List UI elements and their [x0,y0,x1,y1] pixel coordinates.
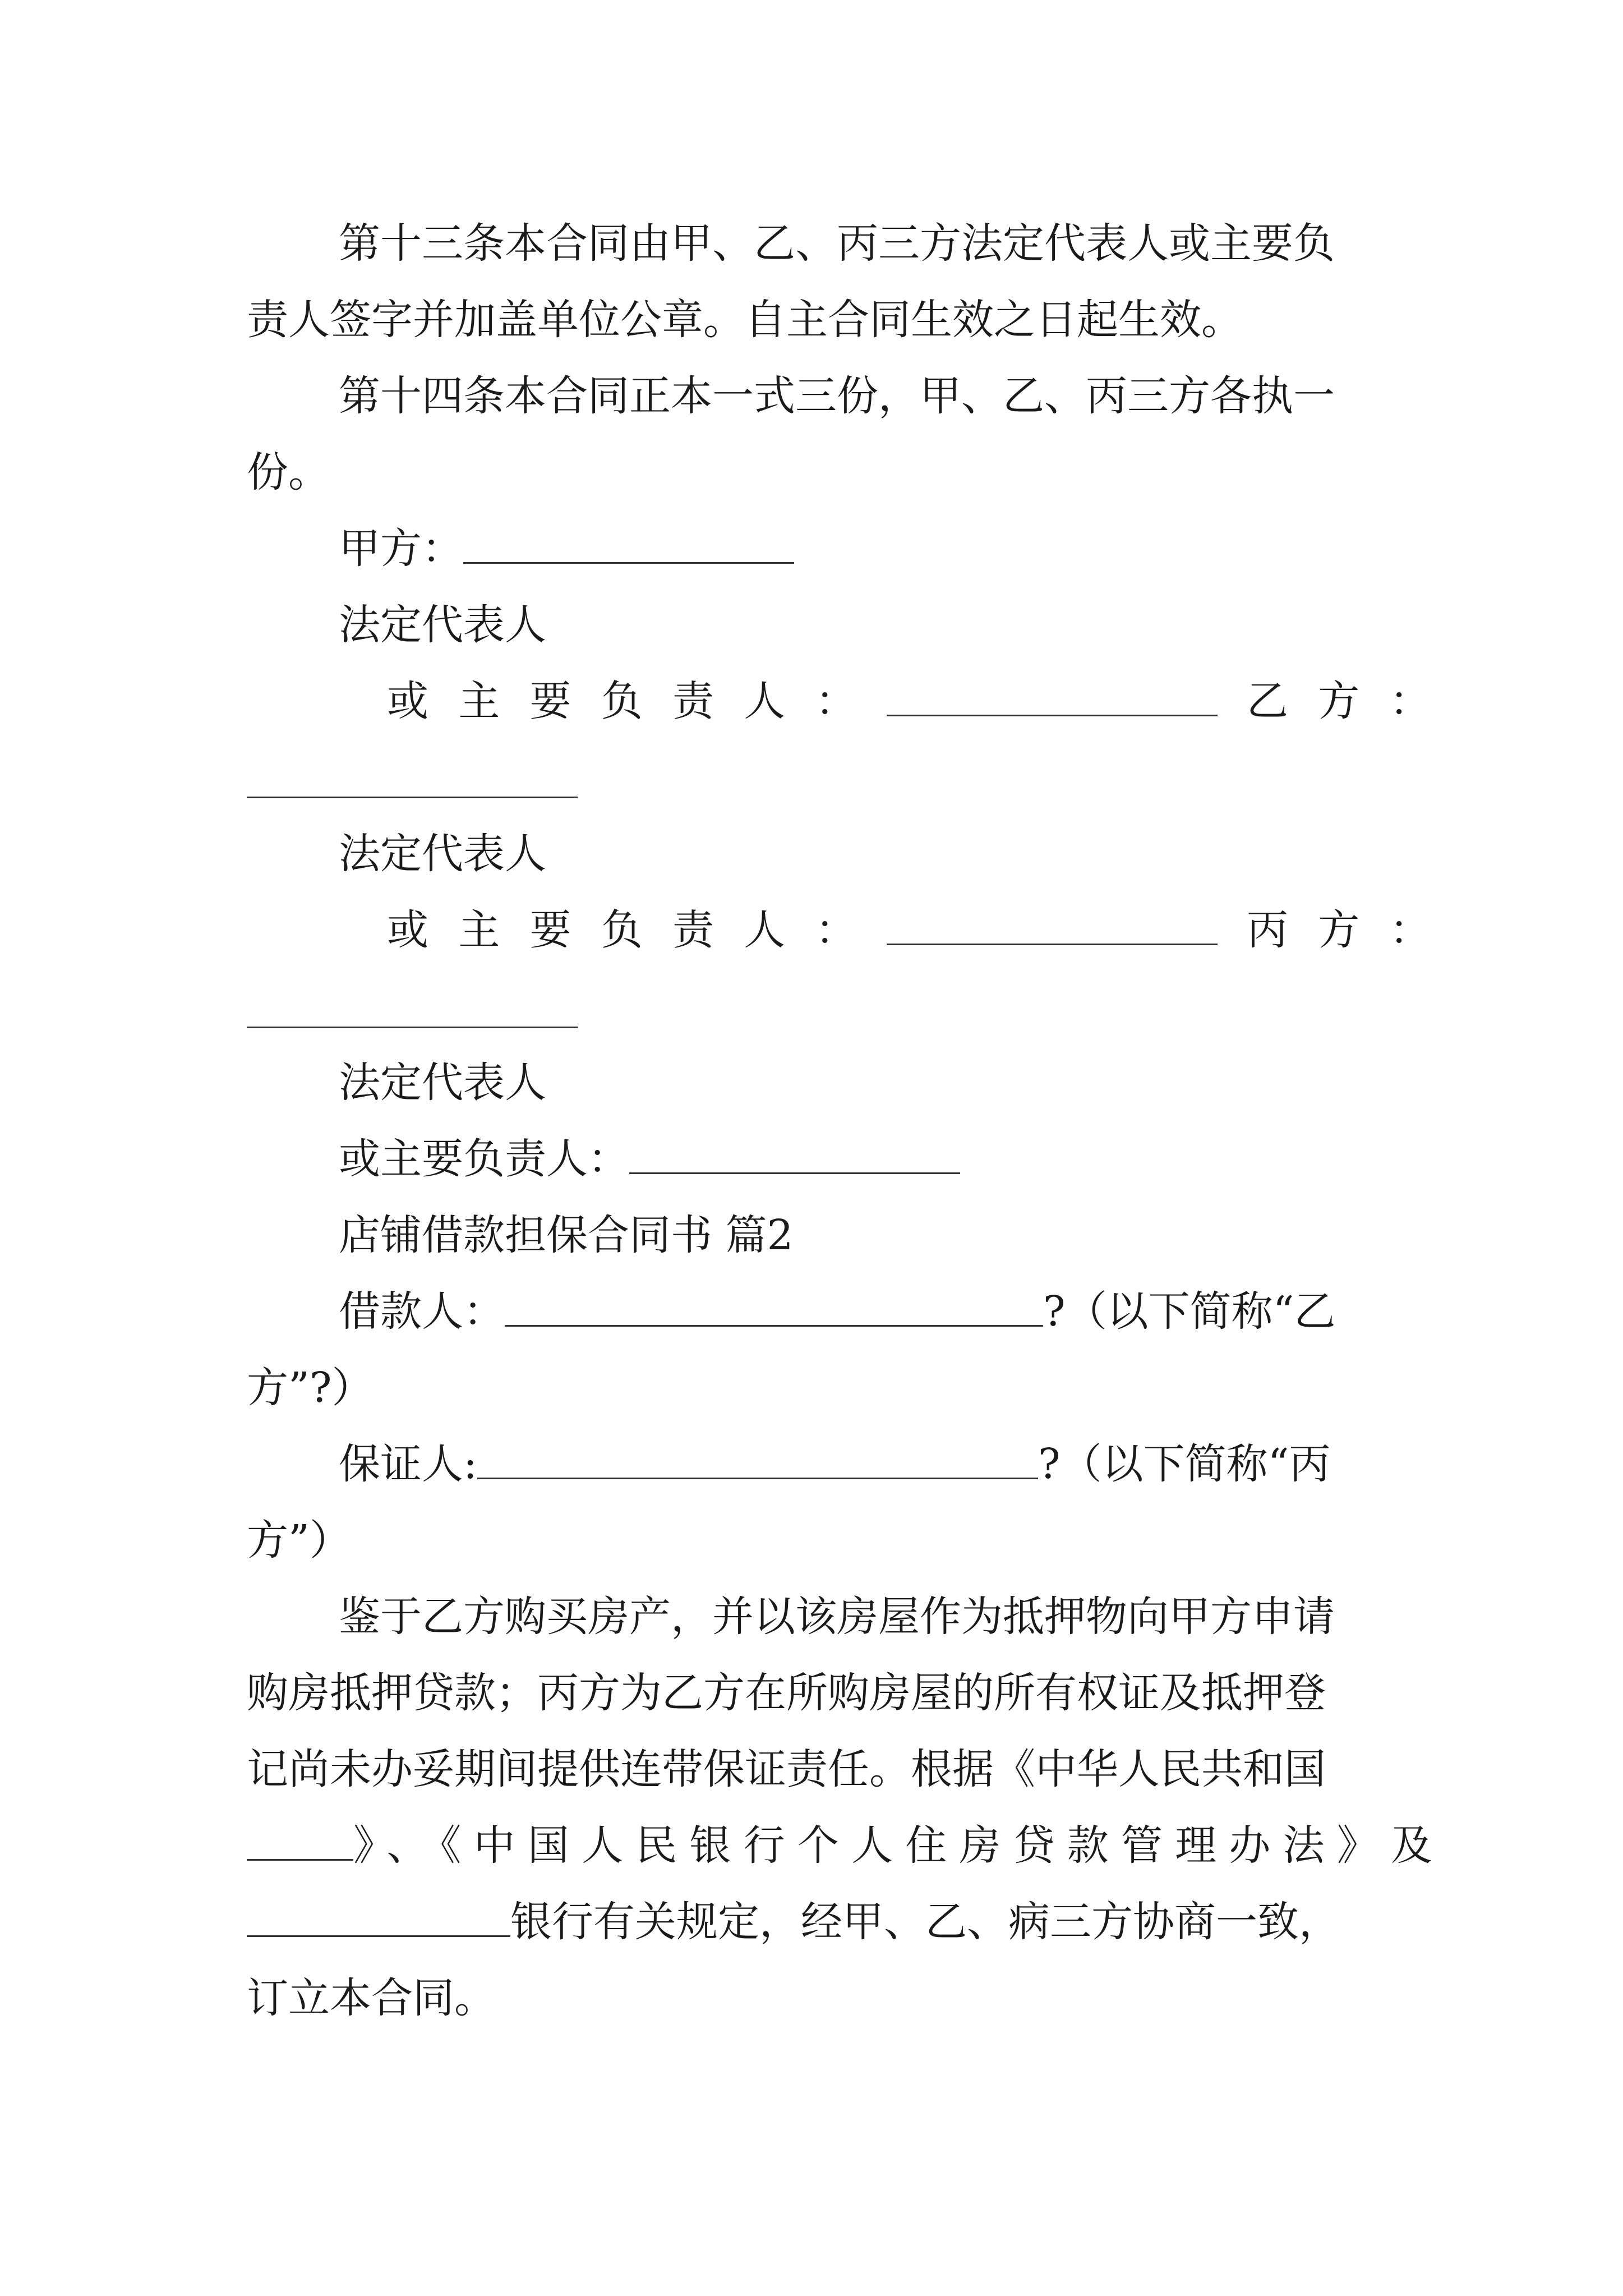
borrower-continuation: 方”?） [247,1364,374,1412]
section-heading: 店铺借款担保合同书 篇2 [339,1211,794,1259]
responsible-blank-1[interactable] [887,692,1218,716]
bank-name-blank[interactable] [247,1913,510,1937]
responsible-blank-2[interactable] [887,921,1218,945]
legal-rep-label-1: 法定代表人 [339,601,546,649]
recital-line-1: 鉴于乙方购买房产，并以该房屋作为抵押物向甲方申请 [339,1593,1335,1641]
legal-rep-label-3: 法定代表人 [339,1059,546,1107]
guarantor-line [339,1426,1477,1502]
recital-line-2: 购房抵押贷款；丙方为乙方在所购房屋的所有权证及抵押登 [247,1669,1326,1717]
responsible-line-3 [339,1121,1477,1197]
borrower-blank[interactable] [505,1303,1043,1327]
party-a-blank[interactable] [463,540,794,564]
responsible-line-2 [387,892,1525,968]
guarantor-label: 保证人: [339,1440,477,1488]
law-name-blank[interactable] [247,1837,353,1861]
recital-line-4-text: 》、《中国人民银行个人住房贷款管理办法》及 [353,1821,1445,1870]
guarantor-suffix: ?（以下简称“丙 [1038,1440,1331,1488]
guarantor-blank[interactable] [477,1455,1038,1479]
responsible-label-3: 或主要负责人： [339,1135,629,1183]
party-b-blank[interactable] [247,797,578,798]
responsible-label-2: 或主要负责人： [387,906,887,954]
recital-line-6: 订立本合同。 [247,1974,496,2022]
legal-rep-label-2: 法定代表人 [339,830,546,878]
party-a-label: 甲方： [339,524,463,573]
article-13-line-1: 第十三条本合同由甲、乙、丙三方法定代表人或主要负 [339,219,1335,268]
guarantor-continuation: 方”） [247,1516,351,1565]
borrower-line [339,1273,1477,1350]
party-a-line [339,510,1477,587]
responsible-line-1 [387,663,1525,739]
article-14-line-1: 第十四条本合同正本一式三份，甲、乙、丙三方各执一 [339,372,1335,420]
recital-line-3: 记尚未办妥期间提供连带保证责任。根据《中华人民共和国 [247,1745,1326,1793]
borrower-label: 借款人： [339,1287,505,1336]
responsible-label-1: 或主要负责人： [387,677,887,725]
recital-line-5 [247,1884,1385,1960]
responsible-blank-3[interactable] [629,1150,960,1174]
borrower-suffix: ?（以下简称“乙 [1043,1287,1336,1336]
party-c-label: 丙方： [1246,906,1461,954]
recital-line-5-text: 银行有关规定，经甲、乙、病三方协商一致， [510,1898,1340,1946]
recital-line-4 [247,1807,1445,1884]
article-13-line-2: 责人签字并加盖单位公章。自主合同生效之日起生效。 [247,296,1243,344]
party-c-blank[interactable] [247,1027,578,1028]
article-14-line-2: 份。 [247,448,330,496]
party-b-label: 乙方： [1246,677,1461,725]
